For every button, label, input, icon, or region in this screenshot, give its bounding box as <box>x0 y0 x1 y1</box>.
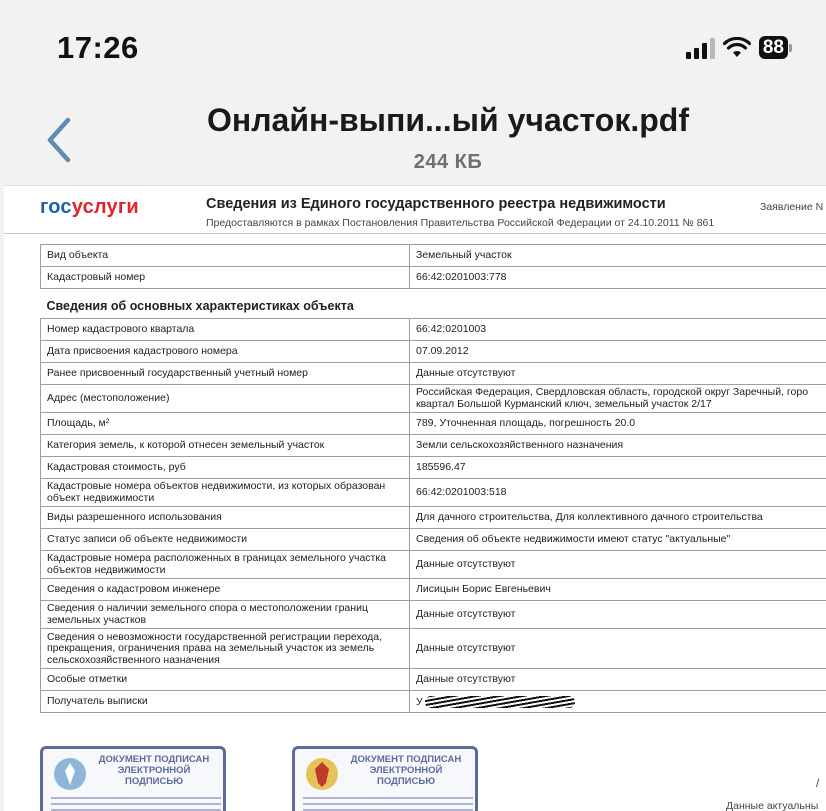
battery-icon <box>759 36 792 59</box>
table-row: Дата присвоения кадастрового номера 07.09.2012 <box>41 341 826 363</box>
table-row: Номер кадастрового квартала 66:42:0201003 <box>41 319 826 341</box>
emblem-icon <box>53 757 87 791</box>
document-header <box>4 186 826 234</box>
battery-level: 88 <box>759 36 788 59</box>
status-icons <box>686 36 792 59</box>
table-row: Получатель выписки У <box>41 691 826 713</box>
table-row: Кадастровые номера расположенных в границах земельного участка объектов недвижимости Данные отсутствуют <box>41 551 826 579</box>
signature-stamp: ДОКУМЕНТ ПОДПИСАН ЭЛЕКТРОННОЙ ПОДПИСЬЮ <box>40 746 226 811</box>
table-row: Статус записи об объекте недвижимости Сведения об объекте недвижимости имеют статус "актуальные" <box>41 529 826 551</box>
footer-slash: / <box>816 776 820 790</box>
table-row: Категория земель, к которой отнесен земельный участок Земли сельскохозяйственного назначения <box>41 435 826 457</box>
pdf-document-view[interactable] <box>4 185 826 811</box>
table-row: Адрес (местоположение) Российская Федерация, Свердловская область, городской округ Заречный, горо квартал Большой Курманский ключ, земельный участок 2/17 <box>41 385 826 413</box>
table-row: Ранее присвоенный государственный учетный номер Данные отсутствуют <box>41 363 826 385</box>
document-title: Сведения из Единого государственного реестра недвижимости <box>206 196 666 212</box>
table-row: Сведения о невозможности государственной регистрации перехода, прекращения, ограничения права на земельный участок из земель сельскохозяйственного назначения Данные отсутствуют <box>41 629 826 669</box>
file-name: Онлайн-выпи...ый участок.pdf <box>207 102 689 138</box>
info-table <box>40 244 826 713</box>
table-row: Виды разрешенного использования Для дачного строительства, Для коллективного дачного строительства <box>41 507 826 529</box>
table-row: Кадастровая стоимость, руб 185596.47 <box>41 457 826 479</box>
section-title: Сведения об основных характеристиках объекта <box>41 289 826 319</box>
cellular-signal-icon <box>686 37 715 59</box>
table-row: Кадастровые номера объектов недвижимости, из которых образован объект недвижимости 66:42:0201003:518 <box>41 479 826 507</box>
table-row: Сведения о кадастровом инженере Лисицын Борис Евгеньевич <box>41 579 826 601</box>
table-row: Особые отметки Данные отсутствуют <box>41 669 826 691</box>
table-row: Вид объекта Земельный участок <box>41 245 826 267</box>
footer-text: Данные актуальны <box>726 800 819 811</box>
coat-of-arms-icon <box>305 757 339 791</box>
signature-stamp: ДОКУМЕНТ ПОДПИСАН ЭЛЕКТРОННОЙ ПОДПИСЬЮ <box>292 746 478 811</box>
status-time: 17:26 <box>57 30 139 65</box>
table-row: Площадь, м² 789, Уточненная площадь, погрешность 20.0 <box>41 413 826 435</box>
file-size: 244 КБ <box>413 151 483 173</box>
gosuslugi-logo: госуслуги <box>40 196 139 218</box>
table-row: Сведения о наличии земельного спора о местоположении границ земельных участков Данные отсутствуют <box>41 601 826 629</box>
wifi-icon <box>723 37 751 59</box>
recipient-initial: У <box>416 695 423 708</box>
table-row: Кадастровый номер 66:42:0201003:778 <box>41 267 826 289</box>
redaction-scribble <box>425 696 575 708</box>
document-subtitle: Предоставляются в рамках Постановления Правительства Российской Федерации от 24.10.2011 № 861 <box>206 217 715 229</box>
application-label: Заявление N <box>760 201 824 213</box>
